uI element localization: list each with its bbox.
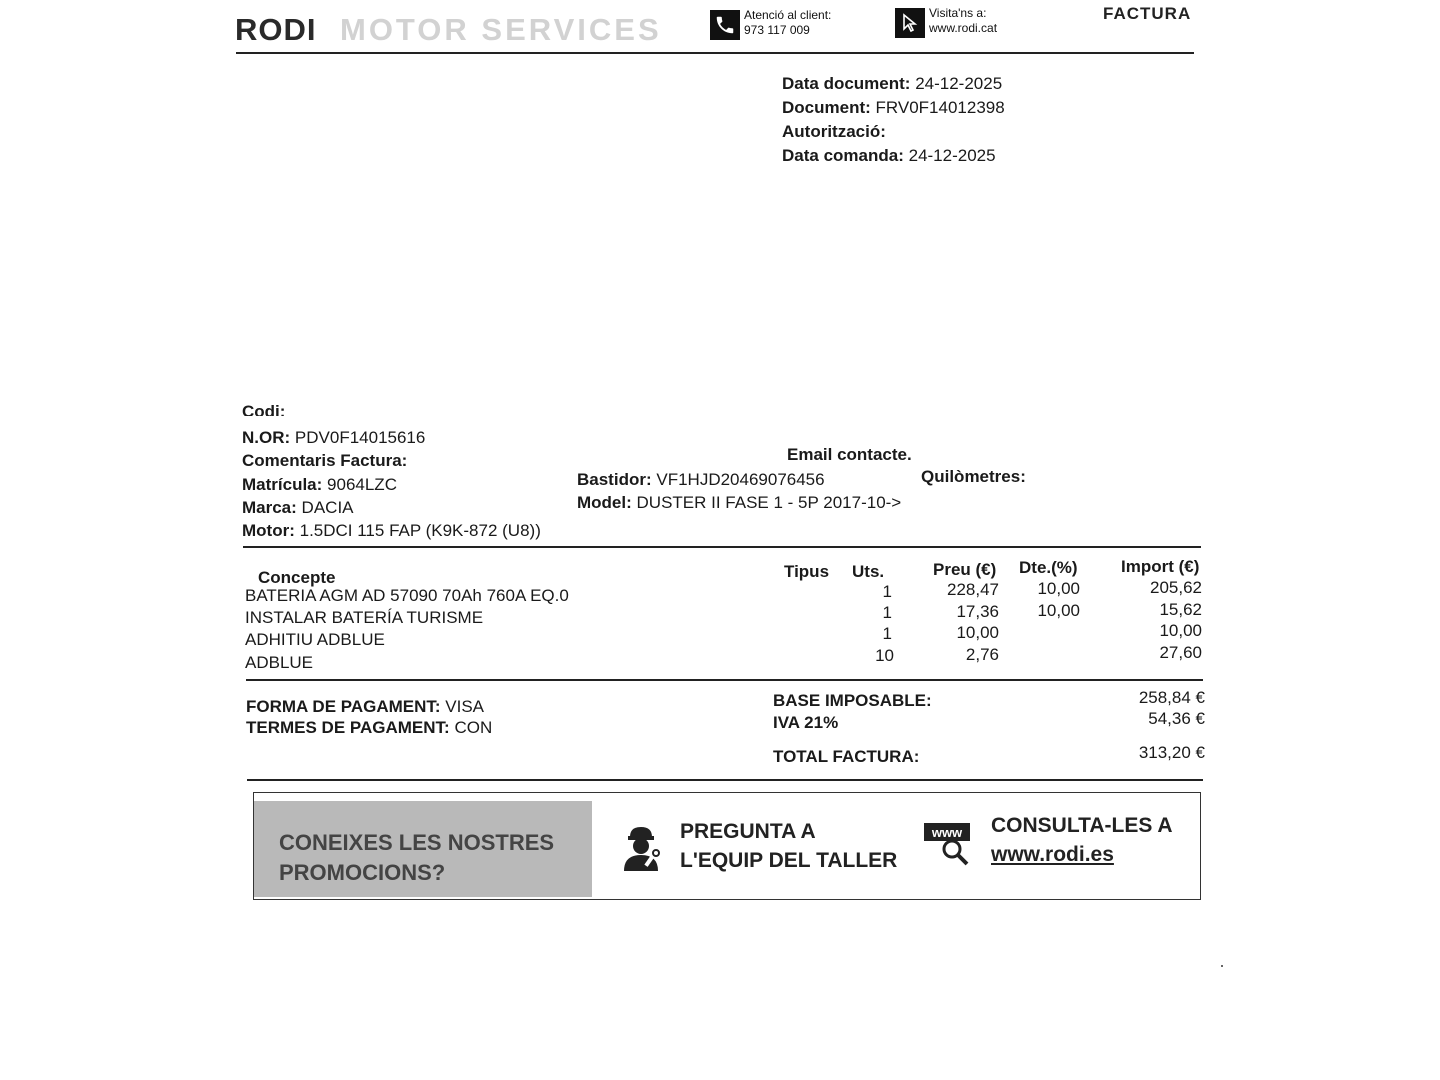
www-badge-text: www xyxy=(931,825,963,840)
chassis xyxy=(577,470,825,490)
promo-left-line1: CONEIXES LES NOSTRES xyxy=(279,830,555,855)
col-concept-header: Concepte xyxy=(258,568,336,587)
order-date-value: 24-12-2025 xyxy=(908,146,996,165)
promo-left-line2: PROMOCIONS? xyxy=(279,860,446,885)
model xyxy=(577,493,901,513)
mechanic-icon xyxy=(618,823,664,873)
row-amount: 15,62 xyxy=(1159,600,1202,619)
row-concept: INSTALAR BATERÍA TURISME xyxy=(245,608,484,627)
row-units: 1 xyxy=(882,582,892,601)
scan-speck xyxy=(1221,965,1223,967)
www-search-icon xyxy=(922,821,974,869)
col-units-header: Uts. xyxy=(852,562,885,581)
brand-value: DACIA xyxy=(301,498,354,517)
total-label: TOTAL FACTURA: xyxy=(773,747,920,766)
row-amount: 10,00 xyxy=(1159,621,1202,640)
authorization xyxy=(782,122,886,142)
promo-right-line1: CONSULTA-LES A xyxy=(991,814,1173,837)
payment-terms xyxy=(246,718,492,738)
web-url[interactable]: www.rodi.cat xyxy=(929,21,998,35)
chassis-label: Bastidor: xyxy=(577,470,652,489)
row-amount: 27,60 xyxy=(1159,643,1202,662)
promo-right-link[interactable]: www.rodi.es xyxy=(991,843,1114,866)
web-label: Visita'ns a: xyxy=(929,6,987,20)
brand-label: Marca: xyxy=(242,498,297,517)
total-value: 313,20 € xyxy=(1138,743,1205,762)
row-units: 10 xyxy=(875,646,894,665)
nor xyxy=(242,428,425,448)
row-price: 10,00 xyxy=(956,623,999,642)
promo-right-text xyxy=(991,811,1173,869)
nor-label: N.OR: xyxy=(242,428,291,447)
payment-terms-label: TERMES DE PAGAMENT: xyxy=(246,718,450,737)
cursor-icon xyxy=(895,8,925,38)
phone-number: 973 117 009 xyxy=(744,23,810,37)
row-discount: 10,00 xyxy=(1037,601,1080,620)
vat-value: 54,36 € xyxy=(1148,709,1205,728)
order-date xyxy=(782,146,996,166)
engine-label: Motor: xyxy=(242,521,295,540)
promo-left-text xyxy=(279,828,554,888)
model-label: Model: xyxy=(577,493,632,512)
company-logo-subtitle: MOTOR SERVICES xyxy=(340,12,662,47)
table-divider xyxy=(246,679,1203,681)
document-type: FACTURA xyxy=(1103,4,1192,23)
model-value: DUSTER II FASE 1 - 5P 2017-10-> xyxy=(636,493,902,512)
document-date-value: 24-12-2025 xyxy=(915,74,1003,93)
nor-value: PDV0F14015616 xyxy=(294,428,426,447)
row-price: 17,36 xyxy=(956,602,999,621)
promo-banner xyxy=(253,792,1201,900)
order-date-label: Data comanda: xyxy=(782,146,904,165)
document-number xyxy=(782,98,1005,118)
totals-divider xyxy=(247,779,1203,781)
engine xyxy=(242,521,541,541)
plate-label: Matrícula: xyxy=(242,475,323,494)
payment-terms-value: CON xyxy=(454,718,493,737)
row-price: 228,47 xyxy=(947,580,999,599)
payment-form xyxy=(246,697,484,717)
promo-left-panel xyxy=(254,801,592,897)
brand xyxy=(242,498,354,518)
col-amount-header: Import (€) xyxy=(1121,557,1200,576)
row-amount: 205,62 xyxy=(1150,578,1202,597)
base-label: BASE IMPOSABLE: xyxy=(773,691,932,710)
payment-form-value: VISA xyxy=(445,697,485,716)
row-units: 1 xyxy=(882,624,892,643)
company-logo: RODI xyxy=(235,12,317,47)
payment-form-label: FORMA DE PAGAMENT: xyxy=(246,697,441,716)
row-concept: ADBLUE xyxy=(245,653,314,672)
plate xyxy=(242,475,397,495)
promo-middle-line1: PREGUNTA A xyxy=(680,820,816,843)
row-price: 2,76 xyxy=(965,645,999,664)
phone-label: Atenció al client: xyxy=(744,8,832,22)
vat-label: IVA 21% xyxy=(773,713,839,732)
row-units: 1 xyxy=(882,603,892,622)
col-price-header: Preu (€) xyxy=(933,560,997,579)
plate-value: 9064LZC xyxy=(327,475,397,494)
base-value: 258,84 € xyxy=(1138,688,1205,707)
document-date-label: Data document: xyxy=(782,74,911,93)
col-type-header: Tipus xyxy=(784,562,830,581)
col-discount-header: Dte.(%) xyxy=(1019,558,1078,577)
engine-value: 1.5DCI 115 FAP (K9K-872 (U8)) xyxy=(299,521,541,540)
promo-middle-text xyxy=(680,817,897,875)
phone-icon xyxy=(710,10,740,40)
comments-label: Comentaris Factura: xyxy=(242,451,408,470)
row-discount: 10,00 xyxy=(1037,579,1080,598)
promo-middle-line2: L'EQUIP DEL TALLER xyxy=(680,849,898,872)
document-number-value: FRV0F14012398 xyxy=(875,98,1005,117)
chassis-value: VF1HJD20469076456 xyxy=(656,470,825,489)
authorization-label: Autorització: xyxy=(782,122,886,141)
document-date xyxy=(782,74,1002,94)
code-label: Codi: xyxy=(242,402,286,416)
document-number-label: Document: xyxy=(782,98,871,117)
row-concept: ADHITIU ADBLUE xyxy=(245,630,385,649)
email-label: Email contacte. xyxy=(787,445,912,464)
row-concept: BATERIA AGM AD 57090 70Ah 760A EQ.0 xyxy=(245,586,569,605)
km-label: Quilòmetres: xyxy=(921,467,1026,486)
header-divider xyxy=(236,52,1194,54)
vehicle-divider xyxy=(243,546,1201,548)
